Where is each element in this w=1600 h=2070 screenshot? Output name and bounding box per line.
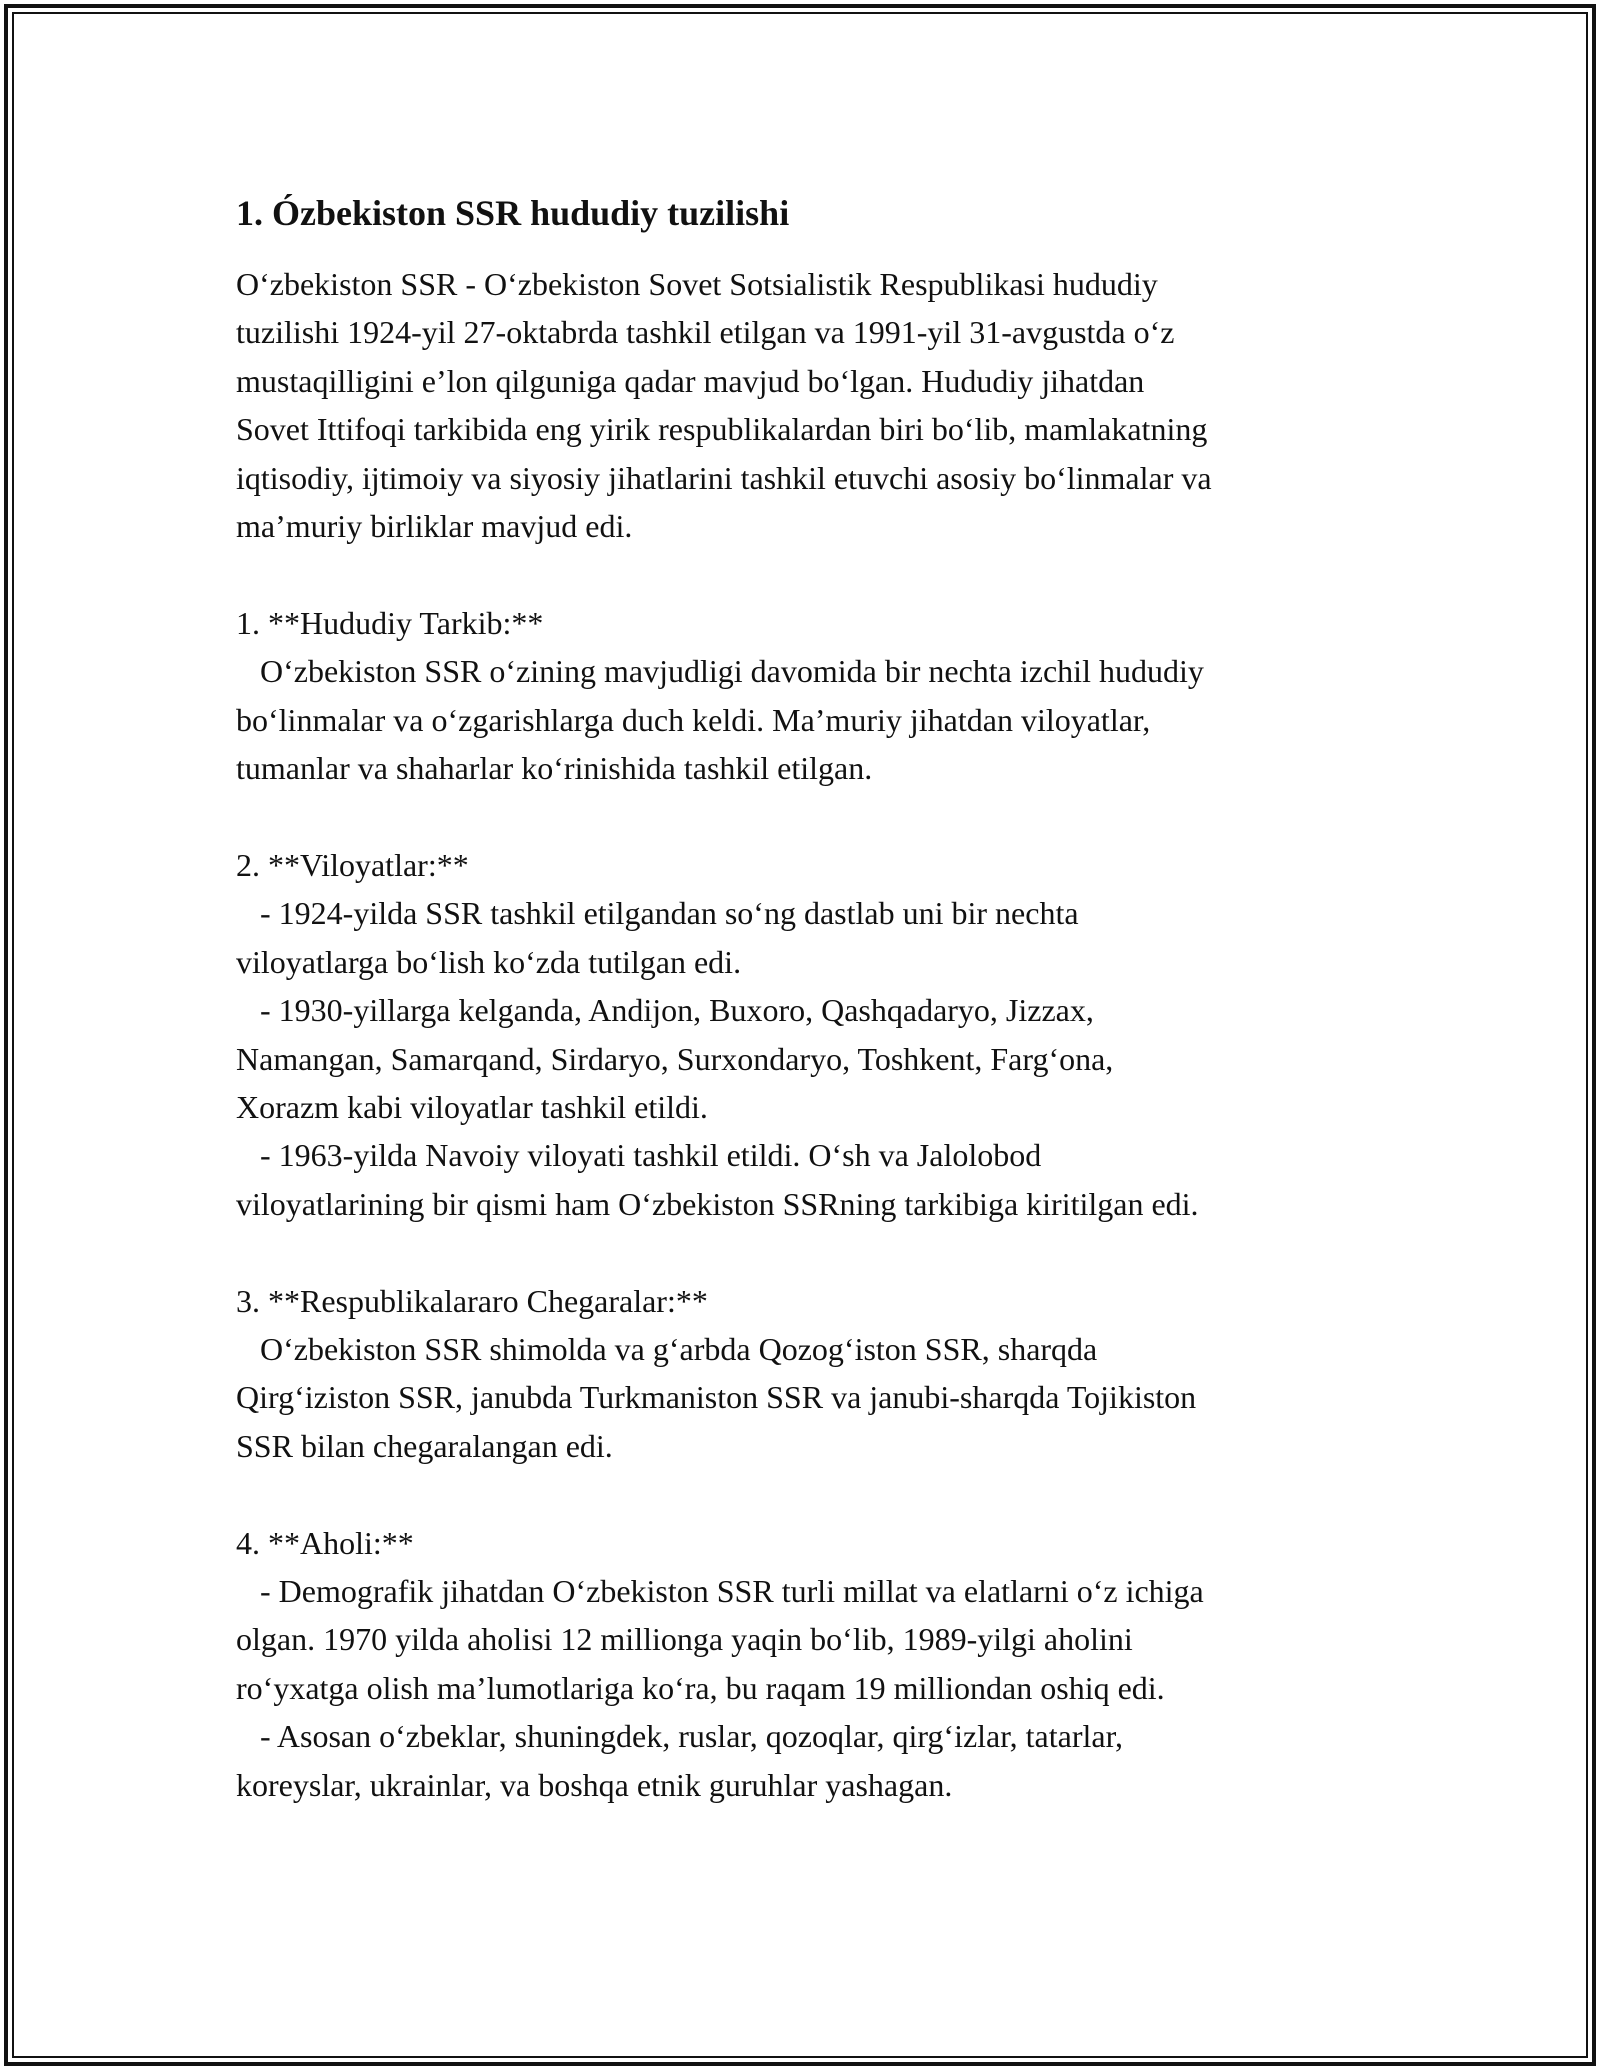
- page-title: 1. Ózbekiston SSR hududiy tuzilishi: [236, 193, 790, 233]
- document-page: [236, 186, 1366, 1809]
- document-body: O‘zbekiston SSR - O‘zbekiston Sovet Sotsialistik Respublikasi hududiy tuzilishi 1924-yil 27-oktabrda tashkil etilgan va 1991-yil 31-avgustda o‘z mustaqilligini e’lon qilguniga qadar mavjud bo‘lgan. Hududiy jihatdan Sovet Ittifoqi tarkibida eng yirik respublikalardan biri bo‘lib, mamlakatning iqtisodiy, ijtimoiy va siyosiy jihatlarini tashkil etuvchi asosiy bo‘linmalar va ma’muriy birliklar mavjud edi. 1. **Hududiy Tarkib:** O‘zbekiston SSR o‘zining mavjudligi davomida bir nechta izchil hududiy bo‘linmalar va o‘zgarishlarga duch keldi. Ma’muriy jihatdan viloyatlar, tumanlar va shaharlar ko‘rinishida tashkil etilgan. 2. **Viloyatlar:** - 1924-yilda SSR tashkil etilgandan so‘ng dastlab uni bir nechta viloyatlarga bo‘lish ko‘zda tutilgan edi. - 1930-yillarga kelganda, Andijon, Buxoro, Qashqadaryo, Jizzax, Namangan, Samarqand, Sirdaryo, Surxondaryo, Toshkent, Farg‘ona, Xorazm kabi viloyatlar tashkil etildi. - 1963-yilda Navoiy viloyati tashkil etildi. O‘sh va Jalolobod viloyatlarining bir qismi ham O‘zbekiston SSRning tarkibiga kiritilgan edi. 3. **Respublikalararo Chegaralar:** O‘zbekiston SSR shimolda va g‘arbda Qozog‘iston SSR, sharqda Qirg‘iziston SSR, janubda Turkmaniston SSR va janubi-sharqda Tojikiston SSR bilan chegaralangan edi. 4. **Aholi:** - Demografik jihatdan O‘zbekiston SSR turli millat va elatlarni o‘z ichiga olgan. 1970 yilda aholisi 12 millionga yaqin bo‘lib, 1989-yilgi aholini ro‘yxatga olish ma’lumotlariga ko‘ra, bu raqam 19 milliondan oshiq edi. - Asosan o‘zbeklar, shuningdek, ruslar, qozoqlar, qirg‘izlar, tatarlar, koreyslar, ukrainlar, va boshqa etnik guruhlar yashagan.: [236, 266, 1212, 1803]
